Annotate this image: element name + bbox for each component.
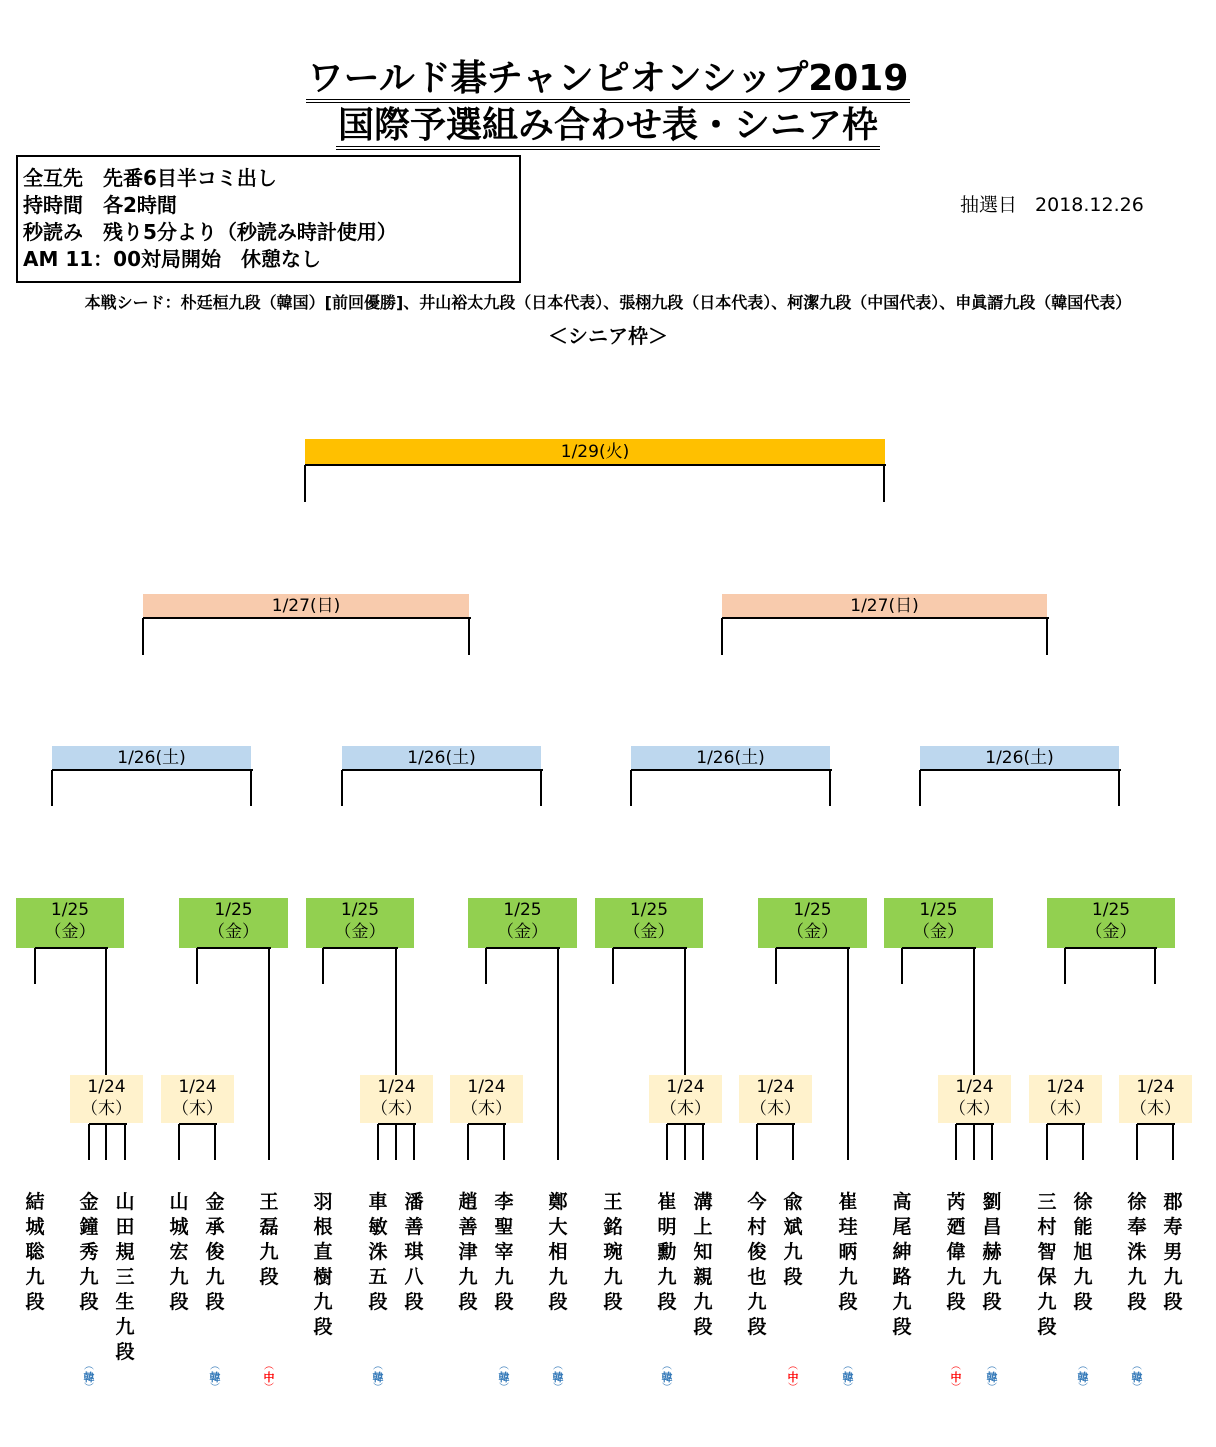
round2-date-2-text-1: 1/25 xyxy=(214,900,253,920)
round2-date-1-text-1: 1/25 xyxy=(50,900,90,920)
quarter-date-1 xyxy=(52,746,251,770)
round2-date-8-text-2: （金） xyxy=(1085,922,1137,942)
paren-close: ︶ xyxy=(210,1383,220,1394)
player-name: 結城聡九段 xyxy=(25,1191,45,1313)
round2-right-8 xyxy=(1154,948,1156,984)
round2-date-7 xyxy=(884,898,993,948)
round1-bracket-4-right xyxy=(503,1124,505,1160)
country-code: 韓 xyxy=(1131,1371,1143,1384)
round1-date-2-text-2: （木） xyxy=(172,1099,223,1119)
round2-right-5 xyxy=(684,948,686,1160)
paren-close: ︶ xyxy=(951,1383,961,1394)
round2-bar-4 xyxy=(486,947,560,949)
round1-bracket-3-left xyxy=(377,1124,379,1160)
quarter-date-4 xyxy=(920,746,1119,770)
final-date-text-1: 1/29(火) xyxy=(560,442,630,462)
country-code: 韓 xyxy=(372,1371,384,1384)
round1-bracket-1-right xyxy=(124,1124,126,1160)
round2-left-1 xyxy=(34,948,36,984)
player-country-badge xyxy=(77,1362,101,1393)
paren-close: ︶ xyxy=(499,1383,509,1394)
round1-bracket-4-left xyxy=(467,1124,469,1160)
round2-date-5-text-2: （金） xyxy=(623,922,675,942)
semi-bracket-2-bar xyxy=(722,617,1049,619)
player-country-badge xyxy=(1125,1362,1149,1393)
round1-date-5-text-1: 1/24 xyxy=(666,1077,705,1097)
rule-komi: 全互先 先番6目半コミ出し xyxy=(23,166,277,190)
round2-date-5-text-1: 1/25 xyxy=(629,900,669,920)
round2-date-6-text-2: （金） xyxy=(787,922,838,942)
round2-left-4 xyxy=(485,948,487,984)
rules-box xyxy=(16,155,521,283)
round2-date-8 xyxy=(1047,898,1175,948)
player-country-badge xyxy=(781,1362,805,1393)
round1-bracket-5-left xyxy=(666,1124,668,1160)
round1-bracket-9-right xyxy=(1172,1124,1174,1160)
round1-date-1-text-1: 1/24 xyxy=(87,1077,126,1097)
round1-date-2 xyxy=(161,1075,234,1123)
quarter-date-4-text-1: 1/26(土) xyxy=(985,748,1054,768)
round1-date-3 xyxy=(360,1075,433,1123)
player-name: 潘善琪八段 xyxy=(404,1191,424,1313)
semi-bracket-1-right xyxy=(468,618,470,655)
player-name: 三村智保九段 xyxy=(1037,1191,1057,1338)
player-name: 郡寿男九段 xyxy=(1163,1191,1183,1313)
round1-date-1 xyxy=(70,1075,143,1123)
round1-bracket-7-left xyxy=(955,1124,957,1160)
quarter-bracket-2-right xyxy=(540,770,542,806)
round2-date-2 xyxy=(179,898,288,948)
round1-date-7 xyxy=(938,1075,1011,1123)
player-name: 金承俊九段 xyxy=(205,1191,225,1313)
round2-right-3 xyxy=(395,948,397,1160)
paren-close: ︶ xyxy=(553,1383,563,1394)
player-name: 李聖宰九段 xyxy=(494,1191,514,1313)
round2-left-3 xyxy=(322,948,324,984)
player-country-badge xyxy=(257,1362,281,1393)
round1-date-8-text-2: （木） xyxy=(1040,1099,1091,1119)
paren-open: ︵ xyxy=(1078,1361,1088,1372)
semi-date-2-text-1: 1/27(日) xyxy=(850,596,919,616)
semi-bracket-2-right xyxy=(1046,618,1048,655)
round1-bracket-5-bar xyxy=(667,1123,705,1125)
round1-date-6-text-2: （木） xyxy=(750,1099,801,1119)
country-code: 中 xyxy=(263,1371,275,1384)
paren-open: ︵ xyxy=(553,1361,563,1372)
round1-bracket-7-right xyxy=(991,1124,993,1160)
round2-date-3-text-2: （金） xyxy=(334,922,386,942)
semi-bracket-1-left xyxy=(142,618,144,655)
quarter-bracket-1-left xyxy=(51,770,53,806)
paren-open: ︵ xyxy=(264,1361,274,1372)
round1-date-9-text-1: 1/24 xyxy=(1136,1077,1175,1097)
player-name: 溝上知親九段 xyxy=(693,1191,713,1338)
player-name: 趙善津九段 xyxy=(458,1191,478,1313)
paren-close: ︶ xyxy=(373,1383,383,1394)
quarter-bracket-1-bar xyxy=(52,769,253,771)
section-heading: ＜シニア枠＞ xyxy=(548,324,668,348)
quarter-date-3-text-1: 1/26(土) xyxy=(696,748,765,768)
player-name: 徐奉洙九段 xyxy=(1127,1191,1147,1313)
quarter-bracket-2-left xyxy=(341,770,343,806)
quarter-bracket-4-bar xyxy=(920,769,1121,771)
round1-bracket-8-left xyxy=(1046,1124,1048,1160)
round2-right-4 xyxy=(557,948,559,1160)
round2-left-8b xyxy=(1064,948,1066,984)
round1-bracket-2-left xyxy=(178,1124,180,1160)
player-name: 王磊九段 xyxy=(259,1191,279,1288)
round2-date-2-text-2: （金） xyxy=(208,922,259,942)
round1-bracket-3-bar xyxy=(378,1123,416,1125)
paren-close: ︶ xyxy=(987,1383,997,1394)
round1-bracket-6-right xyxy=(792,1124,794,1160)
round2-date-7-text-1: 1/25 xyxy=(919,900,958,920)
country-code: 中 xyxy=(950,1371,962,1384)
player-country-badge xyxy=(836,1362,860,1393)
round1-date-5-text-2: （木） xyxy=(660,1099,711,1119)
final-bracket-right xyxy=(883,465,885,502)
paren-close: ︶ xyxy=(264,1383,274,1394)
round2-left-5 xyxy=(612,948,614,984)
round2-date-8-text-1: 1/25 xyxy=(1091,900,1131,920)
round1-date-1-text-2: （木） xyxy=(81,1099,132,1119)
paren-open: ︵ xyxy=(951,1361,961,1372)
player-name: 鄭大相九段 xyxy=(548,1191,568,1313)
round2-right-7 xyxy=(973,948,975,1160)
round1-bracket-1-bar xyxy=(89,1123,127,1125)
paren-open: ︵ xyxy=(788,1361,798,1372)
player-name: 羽根直樹九段 xyxy=(313,1191,333,1338)
player-name: 崔珪昞九段 xyxy=(838,1191,858,1313)
round1-bracket-5-right xyxy=(702,1124,704,1160)
semi-date-1-text-1: 1/27(日) xyxy=(271,596,341,616)
round2-bar-8 xyxy=(1065,947,1157,949)
round1-date-8-text-1: 1/24 xyxy=(1046,1077,1085,1097)
paren-close: ︶ xyxy=(1132,1383,1142,1394)
country-code: 韓 xyxy=(83,1371,95,1384)
round2-date-6-text-1: 1/25 xyxy=(793,900,832,920)
player-country-badge xyxy=(655,1362,679,1393)
round1-bracket-6-left xyxy=(756,1124,758,1160)
round2-date-3 xyxy=(306,898,414,948)
round2-date-4-text-2: （金） xyxy=(497,922,548,942)
player-country-badge xyxy=(492,1362,516,1393)
semi-date-1 xyxy=(143,594,469,618)
draw-date-value: 2018.12.26 xyxy=(1035,194,1144,216)
round1-bracket-6-bar xyxy=(757,1123,795,1125)
semi-date-2 xyxy=(722,594,1047,618)
round2-left-6 xyxy=(775,948,777,984)
player-country-badge xyxy=(546,1362,570,1393)
round1-date-6 xyxy=(739,1075,812,1123)
paren-open: ︵ xyxy=(1132,1361,1142,1372)
round2-date-5 xyxy=(595,898,703,948)
round1-date-8 xyxy=(1029,1075,1102,1123)
round2-bar-6 xyxy=(776,947,850,949)
round2-bar-7 xyxy=(902,947,976,949)
round1-date-6-text-1: 1/24 xyxy=(756,1077,795,1097)
country-code: 韓 xyxy=(842,1371,854,1384)
quarter-date-1-text-1: 1/26(土) xyxy=(117,748,186,768)
round1-bracket-2-right xyxy=(214,1124,216,1160)
paren-close: ︶ xyxy=(843,1383,853,1394)
player-country-badge xyxy=(944,1362,968,1393)
round1-bracket-8-right xyxy=(1082,1124,1084,1160)
quarter-bracket-1-right xyxy=(250,770,252,806)
round1-bracket-1-left xyxy=(88,1124,90,1160)
round1-date-4 xyxy=(450,1075,523,1123)
player-name: 今村俊也九段 xyxy=(747,1191,767,1338)
player-name: 高尾紳路九段 xyxy=(892,1191,912,1338)
draw-date xyxy=(960,190,1144,217)
rule-byoyomi: 秒読み 残り5分より（秒読み時計使用） xyxy=(23,220,397,244)
quarter-date-2 xyxy=(342,746,541,770)
round2-left-2 xyxy=(196,948,198,984)
player-name: 芮廼偉九段 xyxy=(946,1191,966,1313)
round1-bracket-2-bar xyxy=(179,1123,217,1125)
paren-open: ︵ xyxy=(987,1361,997,1372)
round1-date-9 xyxy=(1119,1075,1192,1123)
round1-bracket-3-right xyxy=(413,1124,415,1160)
round1-date-3-text-2: （木） xyxy=(371,1099,422,1119)
round1-bracket-9-bar xyxy=(1137,1123,1175,1125)
paren-close: ︶ xyxy=(1078,1383,1088,1394)
paren-close: ︶ xyxy=(662,1383,672,1394)
paren-close: ︶ xyxy=(788,1383,798,1394)
round1-date-4-text-1: 1/24 xyxy=(467,1077,506,1097)
semi-bracket-2-left xyxy=(721,618,723,655)
round2-right-1 xyxy=(105,948,107,1160)
draw-date-label: 抽選日 xyxy=(960,194,1018,216)
round2-date-4-text-1: 1/25 xyxy=(503,900,542,920)
player-name: 崔明勳九段 xyxy=(657,1191,677,1313)
round1-date-2-text-1: 1/24 xyxy=(178,1077,217,1097)
player-name: 山田規三生九段 xyxy=(115,1191,135,1363)
country-code: 韓 xyxy=(1077,1371,1089,1384)
country-code: 韓 xyxy=(661,1371,673,1384)
country-code: 韓 xyxy=(209,1371,221,1384)
player-country-badge xyxy=(980,1362,1004,1393)
player-name: 車敏洙五段 xyxy=(368,1191,388,1313)
semi-bracket-1-bar xyxy=(143,617,471,619)
round1-bracket-4-bar xyxy=(468,1123,506,1125)
country-code: 韓 xyxy=(498,1371,510,1384)
player-name: 徐能旭九段 xyxy=(1073,1191,1093,1313)
round2-left-7 xyxy=(901,948,903,984)
paren-open: ︵ xyxy=(499,1361,509,1372)
round1-bracket-7-bar xyxy=(956,1123,994,1125)
player-country-badge xyxy=(1071,1362,1095,1393)
quarter-date-2-text-1: 1/26(土) xyxy=(407,748,476,768)
quarter-bracket-4-left xyxy=(919,770,921,806)
player-country-badge xyxy=(203,1362,227,1393)
final-date xyxy=(305,439,885,465)
paren-open: ︵ xyxy=(210,1361,220,1372)
country-code: 韓 xyxy=(552,1371,564,1384)
round2-date-1-text-2: （金） xyxy=(44,922,96,942)
round2-right-2 xyxy=(268,948,270,1160)
seed-players: 本戦シード：朴廷桓九段（韓国）[前回優勝]、井山裕太九段（日本代表）、張栩九段（日本代表）、柯潔九段（中国代表）、申眞諝九段（韓国代表） xyxy=(84,293,1132,312)
round2-date-3-text-1: 1/25 xyxy=(340,900,380,920)
paren-open: ︵ xyxy=(843,1361,853,1372)
quarter-bracket-3-bar xyxy=(631,769,832,771)
quarter-bracket-4-right xyxy=(1118,770,1120,806)
paren-close: ︶ xyxy=(84,1383,94,1394)
round2-bar-2 xyxy=(197,947,271,949)
player-name: 劉昌赫九段 xyxy=(982,1191,1002,1313)
page-title: ワールド碁チャンピオンシップ2019 xyxy=(0,56,1216,102)
country-code: 中 xyxy=(787,1371,799,1384)
round2-date-7-text-2: （金） xyxy=(913,922,964,942)
round1-date-5 xyxy=(649,1075,722,1123)
round2-bar-1 xyxy=(35,947,108,949)
paren-open: ︵ xyxy=(84,1361,94,1372)
round1-bracket-9-left xyxy=(1136,1124,1138,1160)
quarter-bracket-3-right xyxy=(829,770,831,806)
round1-bracket-8-bar xyxy=(1047,1123,1085,1125)
quarter-bracket-3-left xyxy=(630,770,632,806)
final-bracket-bar xyxy=(305,464,886,466)
round1-date-7-text-1: 1/24 xyxy=(955,1077,994,1097)
player-name: 山城宏九段 xyxy=(169,1191,189,1313)
round1-date-7-text-2: （木） xyxy=(949,1099,1000,1119)
final-bracket-left xyxy=(304,465,306,502)
player-name: 兪斌九段 xyxy=(783,1191,803,1288)
round2-bar-5 xyxy=(613,947,687,949)
rule-time: 持時間 各2時間 xyxy=(23,193,177,217)
quarter-bracket-2-bar xyxy=(342,769,543,771)
country-code: 韓 xyxy=(986,1371,998,1384)
round2-bar-3 xyxy=(323,947,398,949)
player-name: 金鐘秀九段 xyxy=(79,1191,99,1313)
round2-date-6 xyxy=(758,898,867,948)
paren-open: ︵ xyxy=(662,1361,672,1372)
page-subtitle: 国際予選組み合わせ表・シニア枠 xyxy=(0,103,1216,149)
round1-date-3-text-1: 1/24 xyxy=(377,1077,416,1097)
round2-right-6 xyxy=(847,948,849,1160)
round2-date-4 xyxy=(468,898,577,948)
quarter-date-3 xyxy=(631,746,830,770)
player-name: 王銘琬九段 xyxy=(603,1191,623,1313)
rule-start: AM 11：00対局開始 休憩なし xyxy=(23,247,322,271)
paren-open: ︵ xyxy=(373,1361,383,1372)
round1-date-9-text-2: （木） xyxy=(1130,1099,1181,1119)
round2-date-1 xyxy=(16,898,124,948)
player-country-badge xyxy=(366,1362,390,1393)
round1-date-4-text-2: （木） xyxy=(461,1099,512,1119)
